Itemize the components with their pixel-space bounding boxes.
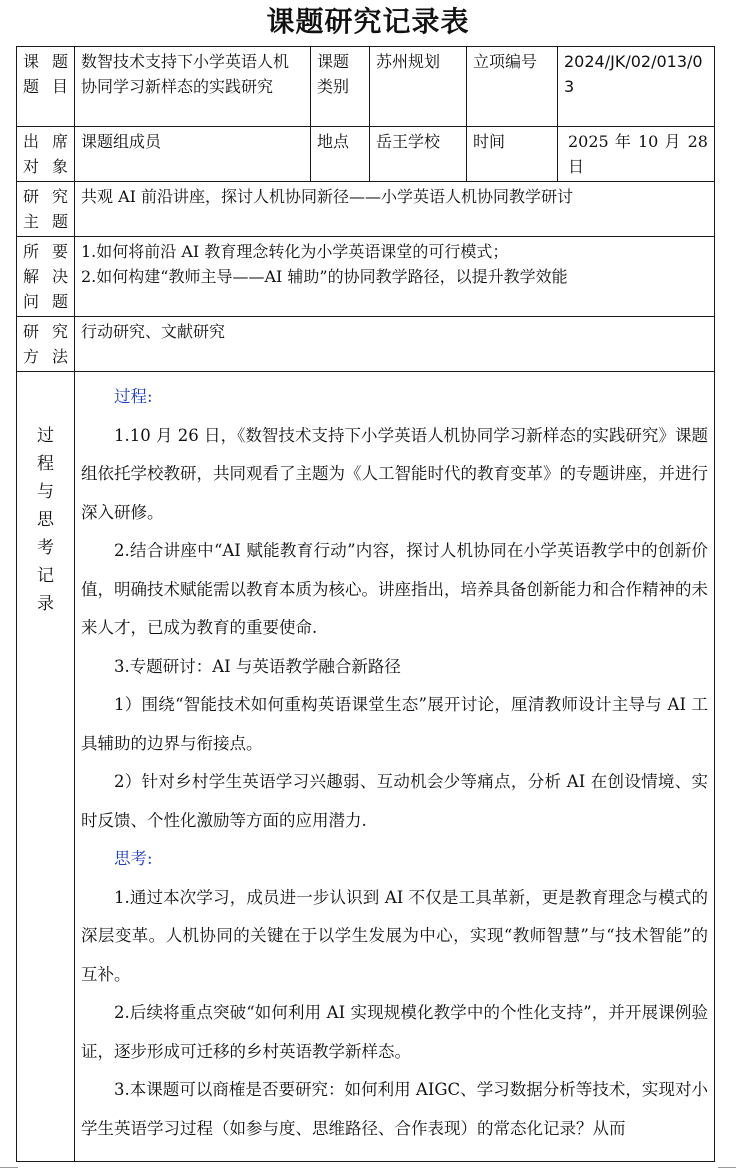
location-value: 岳王学校 xyxy=(370,127,467,182)
process-paragraph-2: 2.结合讲座中“AI 赋能教育行动”内容，探讨人机协同在小学英语教学中的创新价值，明确技术赋能需以教育本质为核心。讲座指出，培养具备创新能力和合作精神的未来人才，已成为教育的重要使命. xyxy=(81,541,708,637)
side-char: 程 xyxy=(37,454,54,474)
row-attendance xyxy=(17,127,715,182)
record-table xyxy=(16,46,715,1162)
time-label: 时间 xyxy=(467,127,558,182)
row-method xyxy=(17,317,715,372)
process-paragraph-3-2: 2）针对乡村学生英语学习兴趣弱、互动机会少等痛点，分析 AI 在创设情境、实时反馈、个性化激励等方面的应用潜力. xyxy=(81,772,708,830)
topic-label: 课题题目 xyxy=(17,47,75,127)
problems-value xyxy=(75,237,715,317)
record-content xyxy=(75,372,715,1162)
record-side-label xyxy=(17,372,75,1162)
category-value: 苏州规划 xyxy=(370,47,467,127)
theme-value: 共观 AI 前沿讲座，探讨人机协同新径——小学英语人机协同教学研讨 xyxy=(75,182,715,237)
page-edge-mark-left xyxy=(0,1167,18,1168)
side-char: 过 xyxy=(37,426,54,446)
problem-1: 1.如何将前沿 AI 教育理念转化为小学英语课堂的可行模式； xyxy=(81,242,509,261)
project-no-value: 2024/JK/02/013/03 xyxy=(558,47,715,127)
side-char: 与 xyxy=(37,482,54,502)
document-title: 课题研究记录表 xyxy=(266,5,470,38)
thinking-paragraph-1: 1.通过本次学习，成员进一步认识到 AI 不仅是工具革新，更是教育理念与模式的深层变革。人机协同的关键在于以学生发展为中心，实现“教师智慧”与“技术智能”的互补。 xyxy=(81,887,708,984)
process-paragraph-3-1: 1）围绕“智能技术如何重构英语课堂生态”展开讨论，厘清教师设计主导与 AI 工具辅助的边界与衔接点。 xyxy=(81,695,708,753)
method-value: 行动研究、文献研究 xyxy=(75,317,715,372)
project-no-label: 立项编号 xyxy=(467,47,558,127)
attendees-value: 课题组成员 xyxy=(75,127,311,182)
row-topic xyxy=(17,47,715,127)
attendees-label: 出席对象 xyxy=(17,127,75,182)
row-problems xyxy=(17,237,715,317)
row-record xyxy=(17,372,715,1162)
category-label: 课题类别 xyxy=(311,47,370,127)
side-char: 录 xyxy=(37,594,54,614)
page-edge-mark-right xyxy=(718,1167,736,1168)
topic-value: 数智技术支持下小学英语人机协同学习新样态的实践研究 xyxy=(75,47,311,127)
row-theme xyxy=(17,182,715,237)
process-paragraph-3: 3.专题研讨：AI 与英语教学融合新路径 xyxy=(114,656,401,676)
time-value: 2025 年 10 月 28 日 xyxy=(558,127,715,182)
process-paragraph-1: 1.10 月 26 日，《数智技术支持下小学英语人机协同学习新样态的实践研究》课题组依托学校教研，共同观看了主题为《人工智能时代的教育变革》的专题讲座，并进行深入研修。 xyxy=(81,425,708,522)
side-char: 思 xyxy=(37,510,54,530)
process-heading: 过程: xyxy=(114,387,153,406)
problems-label: 所要解决问题 xyxy=(17,237,75,317)
location-label: 地点 xyxy=(311,127,370,182)
method-label: 研究方法 xyxy=(17,317,75,372)
thinking-paragraph-3: 3.本课题可以商榷是否要研究：如何利用 AIGC、学习数据分析等技术，实现对小学生英语学习过程（如参与度、思维路径、合作表现）的常态化记录？从而 xyxy=(81,1080,708,1138)
thinking-paragraph-2: 2.后续将重点突破“如何利用 AI 实现规模化教学中的个性化支持”，并开展课例验证，逐步形成可迁移的乡村英语教学新样态。 xyxy=(81,1003,708,1061)
thinking-heading: 思考: xyxy=(114,849,153,868)
problem-2: 2.如何构建“教师主导——AI 辅助”的协同教学路径，以提升教学效能 xyxy=(81,267,568,286)
theme-label: 研究主题 xyxy=(17,182,75,237)
side-char: 考 xyxy=(37,538,54,558)
side-char: 记 xyxy=(37,566,54,586)
